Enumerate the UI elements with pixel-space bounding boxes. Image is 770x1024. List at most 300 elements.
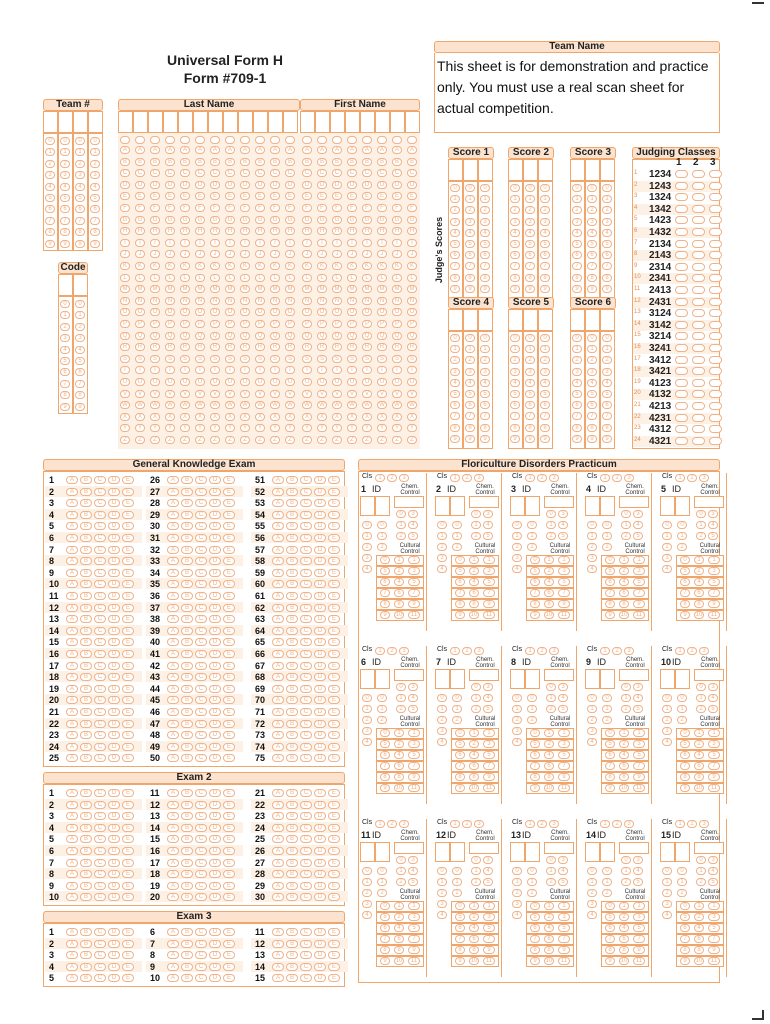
name-letter-bubble[interactable]: B <box>392 158 402 166</box>
exam-answer-bubble[interactable]: B <box>181 511 193 519</box>
name-letter-bubble[interactable]: M <box>240 285 250 293</box>
exam-answer-bubble[interactable]: B <box>80 499 92 507</box>
practicum-class-bubble[interactable]: 1 <box>450 474 460 482</box>
code-bubble[interactable]: 3 <box>60 334 70 342</box>
name-letter-bubble[interactable]: Z <box>180 436 190 444</box>
name-letter-bubble[interactable]: V <box>150 390 160 398</box>
name-letter-bubble[interactable]: C <box>210 169 220 177</box>
exam-answer-bubble[interactable]: E <box>328 824 340 832</box>
practicum-id-box[interactable] <box>510 669 525 689</box>
name-write-box[interactable] <box>208 111 223 133</box>
exam-answer-bubble[interactable]: D <box>314 893 326 901</box>
practicum-cultural-bubble[interactable]: 10 <box>620 958 628 964</box>
code-bubble[interactable]: 3 <box>75 334 85 342</box>
practicum-cultural-bubble[interactable]: 1 <box>544 556 554 564</box>
practicum-id-bubble[interactable]: 0 <box>527 867 537 875</box>
name-letter-bubble[interactable]: E <box>240 192 250 200</box>
name-letter-bubble[interactable]: I <box>362 239 372 247</box>
exam-answer-bubble[interactable]: D <box>209 476 221 484</box>
score-bubble[interactable]: 7 <box>540 262 550 270</box>
name-letter-bubble[interactable]: H <box>255 227 265 235</box>
team-number-bubble[interactable]: 1 <box>75 148 85 156</box>
name-letter-bubble[interactable]: W <box>120 401 130 409</box>
practicum-id-bubble[interactable]: 3 <box>587 727 597 735</box>
name-letter-bubble[interactable]: X <box>362 413 372 421</box>
judging-class-bubble[interactable] <box>709 414 722 422</box>
exam-answer-bubble[interactable]: D <box>314 546 326 554</box>
name-letter-bubble[interactable]: W <box>195 401 205 409</box>
practicum-cultural-bubble[interactable]: 7 <box>408 762 420 770</box>
name-letter-bubble[interactable]: M <box>135 285 145 293</box>
exam-answer-bubble[interactable]: C <box>94 708 106 716</box>
exam-answer-bubble[interactable]: D <box>314 604 326 612</box>
practicum-cultural-bubble[interactable]: 6 <box>380 924 390 932</box>
score-write-box[interactable] <box>508 309 523 331</box>
name-letter-bubble[interactable]: R <box>332 343 342 351</box>
team-number-bubble[interactable]: 2 <box>75 160 85 168</box>
exam-answer-bubble[interactable]: B <box>286 812 298 820</box>
exam-answer-bubble[interactable]: C <box>195 488 207 496</box>
name-letter-bubble[interactable]: Y <box>255 424 265 432</box>
exam-answer-bubble[interactable]: B <box>181 696 193 704</box>
exam-answer-bubble[interactable]: E <box>223 638 235 646</box>
name-letter-bubble[interactable]: B <box>135 158 145 166</box>
score-bubble[interactable]: 3 <box>540 368 550 376</box>
name-letter-bubble[interactable]: S <box>210 355 220 363</box>
name-letter-bubble[interactable]: A <box>302 146 312 154</box>
name-letter-bubble[interactable]: Z <box>120 436 130 444</box>
name-letter-bubble[interactable]: Z <box>285 436 295 444</box>
score-bubble[interactable]: 4 <box>540 379 550 387</box>
exam-answer-bubble[interactable]: D <box>209 592 221 600</box>
exam-answer-bubble[interactable]: C <box>94 685 106 693</box>
name-letter-bubble[interactable]: S <box>347 355 357 363</box>
name-letter-bubble[interactable]: N <box>165 297 175 305</box>
exam-answer-bubble[interactable]: A <box>272 928 284 936</box>
exam-answer-bubble[interactable]: A <box>167 569 179 577</box>
practicum-id-bubble[interactable]: 3 <box>437 554 447 562</box>
practicum-cultural-bubble[interactable]: 11 <box>633 957 645 965</box>
exam-answer-bubble[interactable]: D <box>209 824 221 832</box>
practicum-cultural-bubble[interactable]: 7 <box>483 935 495 943</box>
practicum-id-bubble[interactable]: 2 <box>602 716 612 724</box>
practicum-cultural-bubble[interactable]: 3 <box>483 740 495 748</box>
name-letter-bubble[interactable]: W <box>225 401 235 409</box>
name-letter-bubble[interactable]: J <box>362 250 372 258</box>
score-bubble[interactable]: 8 <box>480 274 490 282</box>
exam-answer-bubble[interactable]: A <box>272 557 284 565</box>
practicum-chem-bubble[interactable]: 5 <box>558 878 568 886</box>
practicum-class-bubble[interactable]: 1 <box>525 474 535 482</box>
name-letter-bubble[interactable]: E <box>285 192 295 200</box>
name-letter-bubble[interactable]: B <box>210 158 220 166</box>
score-bubble[interactable]: 3 <box>540 218 550 226</box>
name-letter-bubble[interactable]: S <box>255 355 265 363</box>
exam-answer-bubble[interactable]: A <box>167 974 179 982</box>
practicum-id-bubble[interactable]: 0 <box>377 867 387 875</box>
practicum-chem-bubble[interactable]: 1 <box>696 694 706 702</box>
practicum-id-bubble[interactable]: 1 <box>527 532 537 540</box>
name-letter-bubble[interactable]: Q <box>302 332 312 340</box>
name-letter-bubble[interactable]: L <box>377 274 387 282</box>
exam-answer-bubble[interactable]: D <box>209 627 221 635</box>
score-bubble[interactable]: 6 <box>525 401 535 409</box>
exam-answer-bubble[interactable]: B <box>286 592 298 600</box>
name-letter-bubble[interactable]: V <box>392 390 402 398</box>
score-bubble[interactable]: 7 <box>465 412 475 420</box>
exam-answer-bubble[interactable]: B <box>80 835 92 843</box>
exam-answer-bubble[interactable]: D <box>209 488 221 496</box>
name-letter-bubble[interactable]: P <box>225 320 235 328</box>
exam-answer-bubble[interactable]: E <box>223 522 235 530</box>
practicum-cultural-bubble[interactable]: 5 <box>633 924 645 932</box>
name-letter-bubble[interactable]: N <box>150 297 160 305</box>
practicum-chem-bubble[interactable]: 5 <box>708 878 718 886</box>
exam-answer-bubble[interactable]: E <box>122 522 134 530</box>
practicum-cultural-bubble[interactable]: 5 <box>380 567 390 575</box>
judging-class-bubble[interactable] <box>675 193 688 201</box>
practicum-cultural-bubble[interactable]: 8 <box>380 946 390 954</box>
exam-answer-bubble[interactable]: E <box>122 511 134 519</box>
practicum-cultural-bubble[interactable]: 6 <box>469 762 479 770</box>
practicum-cultural-bubble[interactable]: 6 <box>380 578 390 586</box>
name-letter-bubble[interactable]: O <box>362 308 372 316</box>
name-letter-bubble[interactable]: X <box>180 413 190 421</box>
name-letter-bubble[interactable]: K <box>332 262 342 270</box>
practicum-cultural-bubble[interactable]: 3 <box>708 740 720 748</box>
exam-answer-bubble[interactable]: B <box>286 859 298 867</box>
score-bubble[interactable]: 2 <box>480 206 490 214</box>
judging-class-bubble[interactable] <box>692 414 705 422</box>
exam-answer-bubble[interactable]: A <box>66 557 78 565</box>
name-letter-bubble[interactable]: J <box>347 250 357 258</box>
practicum-cultural-bubble[interactable]: 9 <box>455 611 465 619</box>
name-letter-bubble[interactable]: S <box>195 355 205 363</box>
judging-class-bubble[interactable] <box>692 182 705 190</box>
name-letter-bubble[interactable]: Y <box>407 424 417 432</box>
practicum-cultural-bubble[interactable]: 9 <box>708 773 720 781</box>
name-letter-bubble[interactable]: U <box>210 378 220 386</box>
practicum-id-bubble[interactable]: 1 <box>362 532 372 540</box>
practicum-cultural-bubble[interactable]: 6 <box>694 762 704 770</box>
practicum-id-bubble[interactable]: 2 <box>512 716 522 724</box>
team-number-bubble[interactable]: 7 <box>90 217 100 225</box>
exam-answer-bubble[interactable]: D <box>209 708 221 716</box>
exam-answer-bubble[interactable]: D <box>209 696 221 704</box>
exam-answer-bubble[interactable]: C <box>300 592 312 600</box>
exam-answer-bubble[interactable]: A <box>272 731 284 739</box>
name-letter-bubble[interactable]: H <box>180 227 190 235</box>
practicum-chem-bubble[interactable]: 4 <box>408 521 418 529</box>
exam-answer-bubble[interactable]: A <box>167 673 179 681</box>
practicum-cultural-bubble[interactable]: 5 <box>530 740 540 748</box>
exam-answer-bubble[interactable]: C <box>195 673 207 681</box>
practicum-cultural-bubble[interactable]: 1 <box>483 902 495 910</box>
exam-answer-bubble[interactable]: D <box>209 835 221 843</box>
name-letter-bubble[interactable]: H <box>150 227 160 235</box>
code-bubble[interactable]: 8 <box>60 391 70 399</box>
score-bubble[interactable]: 1 <box>465 195 475 203</box>
name-letter-bubble[interactable]: F <box>347 204 357 212</box>
score-bubble[interactable]: 3 <box>480 368 490 376</box>
name-letter-bubble[interactable]: U <box>270 378 280 386</box>
practicum-cultural-bubble[interactable]: 9 <box>380 957 390 965</box>
score-bubble[interactable]: 0 <box>450 184 460 192</box>
exam-answer-bubble[interactable]: D <box>314 847 326 855</box>
practicum-id-bubble[interactable]: 1 <box>527 705 537 713</box>
name-letter-bubble[interactable]: N <box>285 297 295 305</box>
name-letter-bubble[interactable]: C <box>225 169 235 177</box>
practicum-id-bubble[interactable]: 2 <box>662 889 672 897</box>
score-bubble[interactable]: 6 <box>587 251 597 259</box>
exam-answer-bubble[interactable]: A <box>272 592 284 600</box>
exam-answer-bubble[interactable]: D <box>314 592 326 600</box>
name-letter-bubble[interactable]: W <box>150 401 160 409</box>
judging-class-bubble[interactable] <box>675 356 688 364</box>
name-letter-bubble[interactable]: M <box>120 285 130 293</box>
name-letter-bubble[interactable]: E <box>225 192 235 200</box>
name-letter-bubble[interactable]: H <box>165 227 175 235</box>
exam-answer-bubble[interactable]: C <box>300 720 312 728</box>
name-letter-bubble[interactable]: I <box>332 239 342 247</box>
judging-class-bubble[interactable] <box>692 390 705 398</box>
exam-answer-bubble[interactable]: B <box>80 615 92 623</box>
exam-answer-bubble[interactable]: B <box>80 696 92 704</box>
name-letter-bubble[interactable]: O <box>150 308 160 316</box>
name-letter-bubble[interactable]: X <box>317 413 327 421</box>
name-letter-bubble[interactable]: S <box>362 355 372 363</box>
exam-answer-bubble[interactable]: C <box>300 488 312 496</box>
practicum-cultural-bubble[interactable]: 5 <box>680 567 690 575</box>
exam-answer-bubble[interactable]: B <box>80 812 92 820</box>
team-number-bubble[interactable]: 6 <box>60 205 70 213</box>
name-letter-bubble[interactable]: H <box>392 227 402 235</box>
exam-answer-bubble[interactable]: C <box>94 534 106 542</box>
name-letter-bubble[interactable]: Z <box>255 436 265 444</box>
name-letter-bubble[interactable]: D <box>302 181 312 189</box>
name-letter-bubble[interactable]: B <box>377 158 387 166</box>
exam-answer-bubble[interactable]: D <box>108 882 120 890</box>
exam-answer-bubble[interactable]: D <box>108 627 120 635</box>
name-letter-bubble[interactable]: R <box>377 343 387 351</box>
name-letter-bubble[interactable]: R <box>255 343 265 351</box>
practicum-id-bubble[interactable]: 2 <box>602 543 612 551</box>
practicum-cultural-bubble[interactable]: 8 <box>619 600 629 608</box>
practicum-chem-bubble[interactable]: 3 <box>558 510 568 518</box>
practicum-id-bubble[interactable]: 0 <box>587 867 597 875</box>
exam-answer-bubble[interactable]: B <box>286 708 298 716</box>
exam-answer-bubble[interactable]: A <box>167 557 179 565</box>
exam-answer-bubble[interactable]: A <box>272 847 284 855</box>
exam-answer-bubble[interactable]: B <box>286 696 298 704</box>
name-letter-bubble[interactable]: W <box>377 401 387 409</box>
name-letter-bubble[interactable]: T <box>255 366 265 374</box>
practicum-id-bubble[interactable]: 1 <box>452 705 462 713</box>
exam-answer-bubble[interactable]: C <box>94 847 106 855</box>
name-letter-bubble[interactable]: T <box>285 366 295 374</box>
practicum-chem-box[interactable] <box>694 842 724 854</box>
exam-answer-bubble[interactable]: C <box>94 499 106 507</box>
score-bubble[interactable]: 5 <box>525 390 535 398</box>
practicum-id-box[interactable] <box>450 842 465 862</box>
practicum-cultural-bubble[interactable]: 9 <box>558 600 570 608</box>
score-bubble[interactable]: 8 <box>465 274 475 282</box>
exam-answer-bubble[interactable]: B <box>286 743 298 751</box>
name-letter-bubble[interactable]: Z <box>407 436 417 444</box>
exam-answer-bubble[interactable]: B <box>181 720 193 728</box>
exam-answer-bubble[interactable]: E <box>122 743 134 751</box>
score-bubble[interactable]: 4 <box>465 379 475 387</box>
practicum-chem-bubble[interactable]: 2 <box>696 878 706 886</box>
exam-answer-bubble[interactable]: C <box>94 893 106 901</box>
score-bubble[interactable]: 1 <box>480 345 490 353</box>
practicum-cultural-bubble[interactable]: 11 <box>708 784 720 792</box>
score-bubble[interactable]: 0 <box>540 334 550 342</box>
exam-answer-bubble[interactable]: B <box>80 650 92 658</box>
practicum-id-bubble[interactable]: 1 <box>602 878 612 886</box>
practicum-cultural-bubble[interactable]: 4 <box>694 751 704 759</box>
name-blank-bubble[interactable] <box>302 136 312 144</box>
practicum-id-bubble[interactable]: 4 <box>587 738 597 746</box>
exam-answer-bubble[interactable]: D <box>209 522 221 530</box>
practicum-cultural-bubble[interactable]: 2 <box>469 740 479 748</box>
exam-answer-bubble[interactable]: D <box>209 870 221 878</box>
score-bubble[interactable]: 4 <box>480 379 490 387</box>
judging-class-bubble[interactable] <box>675 367 688 375</box>
score-bubble[interactable]: 7 <box>572 412 582 420</box>
exam-answer-bubble[interactable]: E <box>223 488 235 496</box>
exam-answer-bubble[interactable]: E <box>223 662 235 670</box>
name-letter-bubble[interactable]: G <box>332 216 342 224</box>
exam-answer-bubble[interactable]: C <box>300 963 312 971</box>
name-letter-bubble[interactable]: W <box>135 401 145 409</box>
practicum-cultural-bubble[interactable]: 2 <box>619 913 629 921</box>
practicum-cultural-bubble[interactable]: 7 <box>558 935 570 943</box>
exam-answer-bubble[interactable]: A <box>66 673 78 681</box>
exam-answer-bubble[interactable]: A <box>167 592 179 600</box>
name-letter-bubble[interactable]: D <box>240 181 250 189</box>
name-letter-bubble[interactable]: J <box>165 250 175 258</box>
score-bubble[interactable]: 0 <box>602 334 612 342</box>
name-letter-bubble[interactable]: E <box>392 192 402 200</box>
name-letter-bubble[interactable]: W <box>392 401 402 409</box>
exam-answer-bubble[interactable]: E <box>328 673 340 681</box>
exam-answer-bubble[interactable]: E <box>328 835 340 843</box>
code-bubble[interactable]: 6 <box>60 368 70 376</box>
exam-answer-bubble[interactable]: D <box>209 604 221 612</box>
practicum-class-bubble[interactable]: 3 <box>624 474 634 482</box>
name-letter-bubble[interactable]: H <box>135 227 145 235</box>
practicum-id-bubble[interactable]: 3 <box>662 727 672 735</box>
name-letter-bubble[interactable]: Y <box>180 424 190 432</box>
exam-answer-bubble[interactable]: E <box>223 604 235 612</box>
practicum-id-bubble[interactable]: 2 <box>362 543 372 551</box>
judging-class-bubble[interactable] <box>692 228 705 236</box>
exam-answer-bubble[interactable]: D <box>209 847 221 855</box>
practicum-cultural-bubble[interactable]: 1 <box>558 902 570 910</box>
team-number-bubble[interactable]: 7 <box>60 217 70 225</box>
exam-answer-bubble[interactable]: C <box>94 859 106 867</box>
practicum-cultural-bubble[interactable]: 11 <box>558 784 570 792</box>
name-letter-bubble[interactable]: E <box>362 192 372 200</box>
exam-answer-bubble[interactable]: B <box>286 974 298 982</box>
name-letter-bubble[interactable]: I <box>210 239 220 247</box>
name-letter-bubble[interactable]: G <box>120 216 130 224</box>
name-letter-bubble[interactable]: P <box>317 320 327 328</box>
name-letter-bubble[interactable]: H <box>210 227 220 235</box>
practicum-cultural-bubble[interactable]: 7 <box>633 589 645 597</box>
name-letter-bubble[interactable]: O <box>392 308 402 316</box>
name-letter-bubble[interactable]: J <box>180 250 190 258</box>
exam-answer-bubble[interactable]: D <box>108 708 120 716</box>
name-letter-bubble[interactable]: L <box>240 274 250 282</box>
name-letter-bubble[interactable]: R <box>302 343 312 351</box>
practicum-cultural-bubble[interactable]: 7 <box>380 762 390 770</box>
practicum-chem-box[interactable] <box>694 669 724 681</box>
name-letter-bubble[interactable]: C <box>377 169 387 177</box>
name-letter-bubble[interactable]: L <box>120 274 130 282</box>
judging-class-bubble[interactable] <box>709 205 722 213</box>
team-number-bubble[interactable]: 8 <box>60 228 70 236</box>
practicum-chem-bubble[interactable]: 1 <box>621 521 631 529</box>
name-letter-bubble[interactable]: W <box>240 401 250 409</box>
practicum-chem-bubble[interactable]: 5 <box>408 878 418 886</box>
name-letter-bubble[interactable]: D <box>210 181 220 189</box>
practicum-cultural-bubble[interactable]: 0 <box>530 729 540 737</box>
exam-answer-bubble[interactable]: B <box>286 951 298 959</box>
practicum-chem-bubble[interactable]: 5 <box>558 532 568 540</box>
name-letter-bubble[interactable]: M <box>392 285 402 293</box>
judging-class-bubble[interactable] <box>692 286 705 294</box>
exam-answer-bubble[interactable]: A <box>272 940 284 948</box>
practicum-chem-bubble[interactable]: 3 <box>633 683 643 691</box>
exam-answer-bubble[interactable]: E <box>328 731 340 739</box>
practicum-cultural-bubble[interactable]: 3 <box>558 913 570 921</box>
name-letter-bubble[interactable]: V <box>120 390 130 398</box>
score-bubble[interactable]: 1 <box>480 195 490 203</box>
exam-answer-bubble[interactable]: C <box>300 534 312 542</box>
name-blank-bubble[interactable] <box>362 136 372 144</box>
practicum-id-bubble[interactable]: 4 <box>662 565 672 573</box>
exam-answer-bubble[interactable]: A <box>272 974 284 982</box>
name-letter-bubble[interactable]: W <box>165 401 175 409</box>
exam-answer-bubble[interactable]: A <box>272 499 284 507</box>
practicum-class-bubble[interactable]: 1 <box>375 820 385 828</box>
score-bubble[interactable]: 3 <box>602 218 612 226</box>
score-bubble[interactable]: 9 <box>450 285 460 293</box>
team-number-bubble[interactable]: 5 <box>90 194 100 202</box>
exam-answer-bubble[interactable]: B <box>181 824 193 832</box>
name-letter-bubble[interactable]: O <box>135 308 145 316</box>
practicum-id-bubble[interactable]: 4 <box>362 911 372 919</box>
practicum-cultural-bubble[interactable]: 0 <box>605 902 615 910</box>
name-letter-bubble[interactable]: M <box>302 285 312 293</box>
practicum-chem-bubble[interactable]: 1 <box>396 521 406 529</box>
name-letter-bubble[interactable]: A <box>165 146 175 154</box>
exam-answer-bubble[interactable]: A <box>167 824 179 832</box>
exam-answer-bubble[interactable]: C <box>94 754 106 762</box>
name-letter-bubble[interactable]: Q <box>285 332 295 340</box>
practicum-cultural-bubble[interactable]: 8 <box>680 773 690 781</box>
exam-answer-bubble[interactable]: E <box>328 638 340 646</box>
score-bubble[interactable]: 8 <box>572 424 582 432</box>
practicum-cultural-bubble[interactable]: 1 <box>694 902 704 910</box>
score-bubble[interactable]: 4 <box>587 379 597 387</box>
exam-answer-bubble[interactable]: E <box>223 893 235 901</box>
exam-answer-bubble[interactable]: E <box>122 580 134 588</box>
practicum-chem-box[interactable] <box>619 842 649 854</box>
exam-answer-bubble[interactable]: C <box>94 476 106 484</box>
